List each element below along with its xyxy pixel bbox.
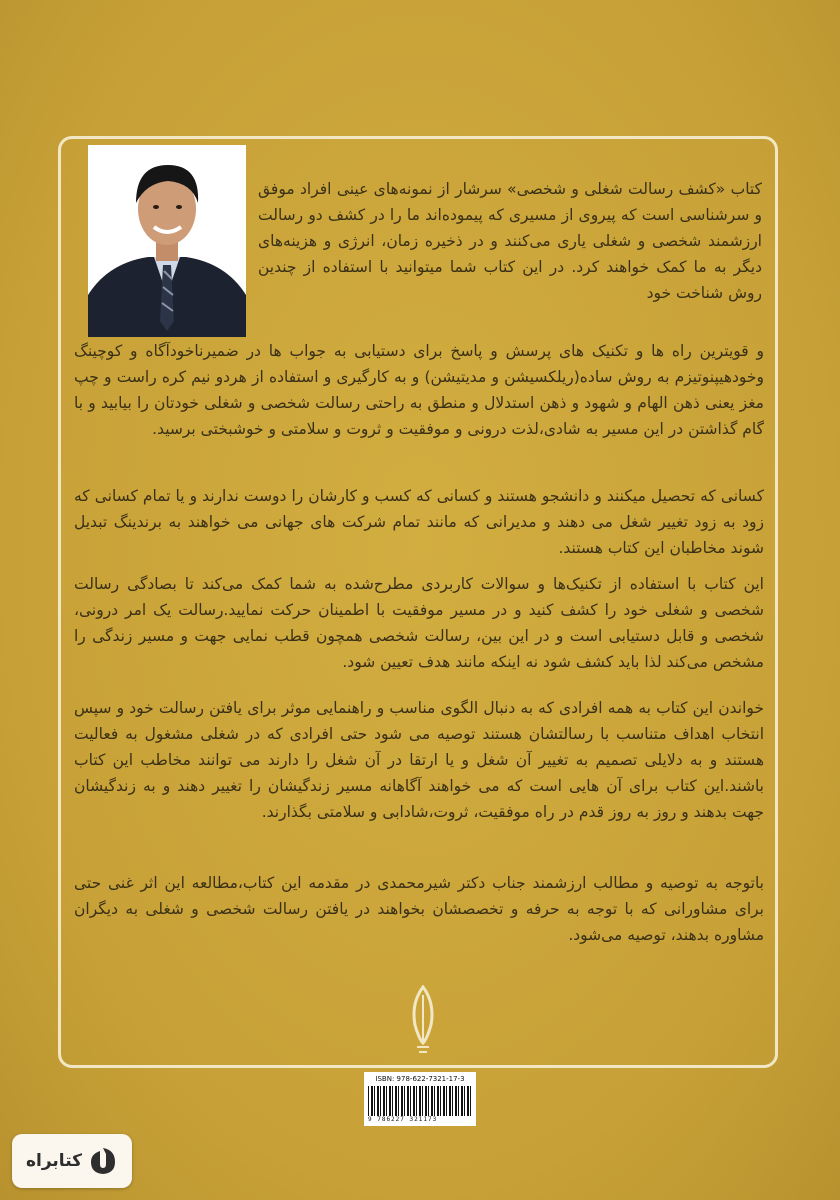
description-paragraph-3: کسانی که تحصیل میکنند و دانشجو هستند و کسانی که کسب و کارشان را دوست ندارند و یا تمام کسانی که زود به زود تغییر شغل می دهند و مدیرانی که مانند تمام شرکت های جهانی می خواهند به برندینگ تبدیل شوند مخاطبان این کتاب هستند.	[74, 487, 764, 557]
description-paragraph-5: خواندن این کتاب به همه افرادی که به دنبال الگوی مناسب و راهنمایی موثر برای یافتن رسالت خود و سپس انتخاب اهداف متناسب با رسالتشان هستند توصیه می شود حتی افرادی که در شغلی مشغول به فعالیت هستند و به دلایلی تصمیم به تغییر آن شغل و یا ارتقا در آن شغل را دارند می توانند مخاطب این کتاب باشند.این کتاب برای آن هایی است که می خواهند آگاهانه مسیر زندگیشان را تغییر دهند و به زندگیشان جهت بدهند و روز به روز قدم در راه موفقیت، ثروت،شادابی و سلامتی بگذارند.	[74, 699, 764, 821]
isbn-barcode	[364, 1072, 476, 1126]
ketabrah-badge[interactable]	[12, 1134, 132, 1188]
description-paragraph-1: کتاب «کشف رسالت شغلی و شخصی» سرشار از نمونه‌های عینی افراد موفق و سرشناسی است که پیروی از مسیری که پیموده‌اند ما را در کشف دو رسالت ارزشمند شخصی و شغلی یاری می‌کنند و در ذخیره زمان، انرژی و هزینه‌های دیگر به ما کمک خواهند کرد. در این کتاب شما میتوانید با استفاده از چندین روش شناخت خود	[258, 180, 762, 302]
author-photo	[88, 145, 246, 337]
ketabrah-badge-label: کتابراه	[25, 1151, 83, 1171]
description-paragraph-6: باتوجه به توصیه و مطالب ارزشمند جناب دکتر شیرمحمدی در مقدمه این کتاب،مطالعه این اثر غنی حتی برای مشاورانی که با توجه به حرفه و تخصصشان بخواهند در یافتن رسالت شخصی و شغلی به دیگران مشاوره بدهند، توصیه می‌شود.	[74, 874, 764, 944]
barcode-bars	[368, 1086, 472, 1116]
author-portrait-image	[88, 145, 246, 337]
publisher-quill-emblem-icon	[405, 985, 441, 1055]
description-paragraph-4: این کتاب با استفاده از تکنیک‌ها و سوالات کاربردی مطرح‌شده به شما کمک می‌کند تا بصادگی رسالت شخصی و شغلی خود را کشف کنید و در مسیر موفقیت با اطمینان حرکت نمایید.رسالت یک امر درونی، شخصی و قابل دستیابی است و در این بین، رسالت شخصی همچون قطب نمایی جهت و مسیر زندگی را مشخص می‌کند لذا باید کشف شود نه اینکه مانند هدف تعیین شود.	[74, 575, 764, 671]
isbn-label: ISBN: 978-622-7321-17-3	[375, 1075, 465, 1083]
ketabrah-logo-icon	[88, 1146, 118, 1176]
barcode-digits: 9 786227 321173	[368, 1116, 438, 1123]
description-paragraph-2: و قویترین راه ها و تکنیک های پرسش و پاسخ برای دستیابی به جواب ها در ضمیرناخودآگاه و کوچینگ وخودهیپنوتیزم به روش ساده(ریلکسیشن و مدیتیشن) و به کارگیری و استفاده از هردو نیم کره راست و چپ مغز یعنی ذهن الهام و شهود و ذهن استدلال و منطق به راحتی رسالت شخصی و شغلی خودتان را بیابید و با گام گذاشتن در این مسیر به شادی،لذت درونی و موفقیت و ثروت و سلامتی و خوشبختی برسید.	[74, 342, 764, 438]
